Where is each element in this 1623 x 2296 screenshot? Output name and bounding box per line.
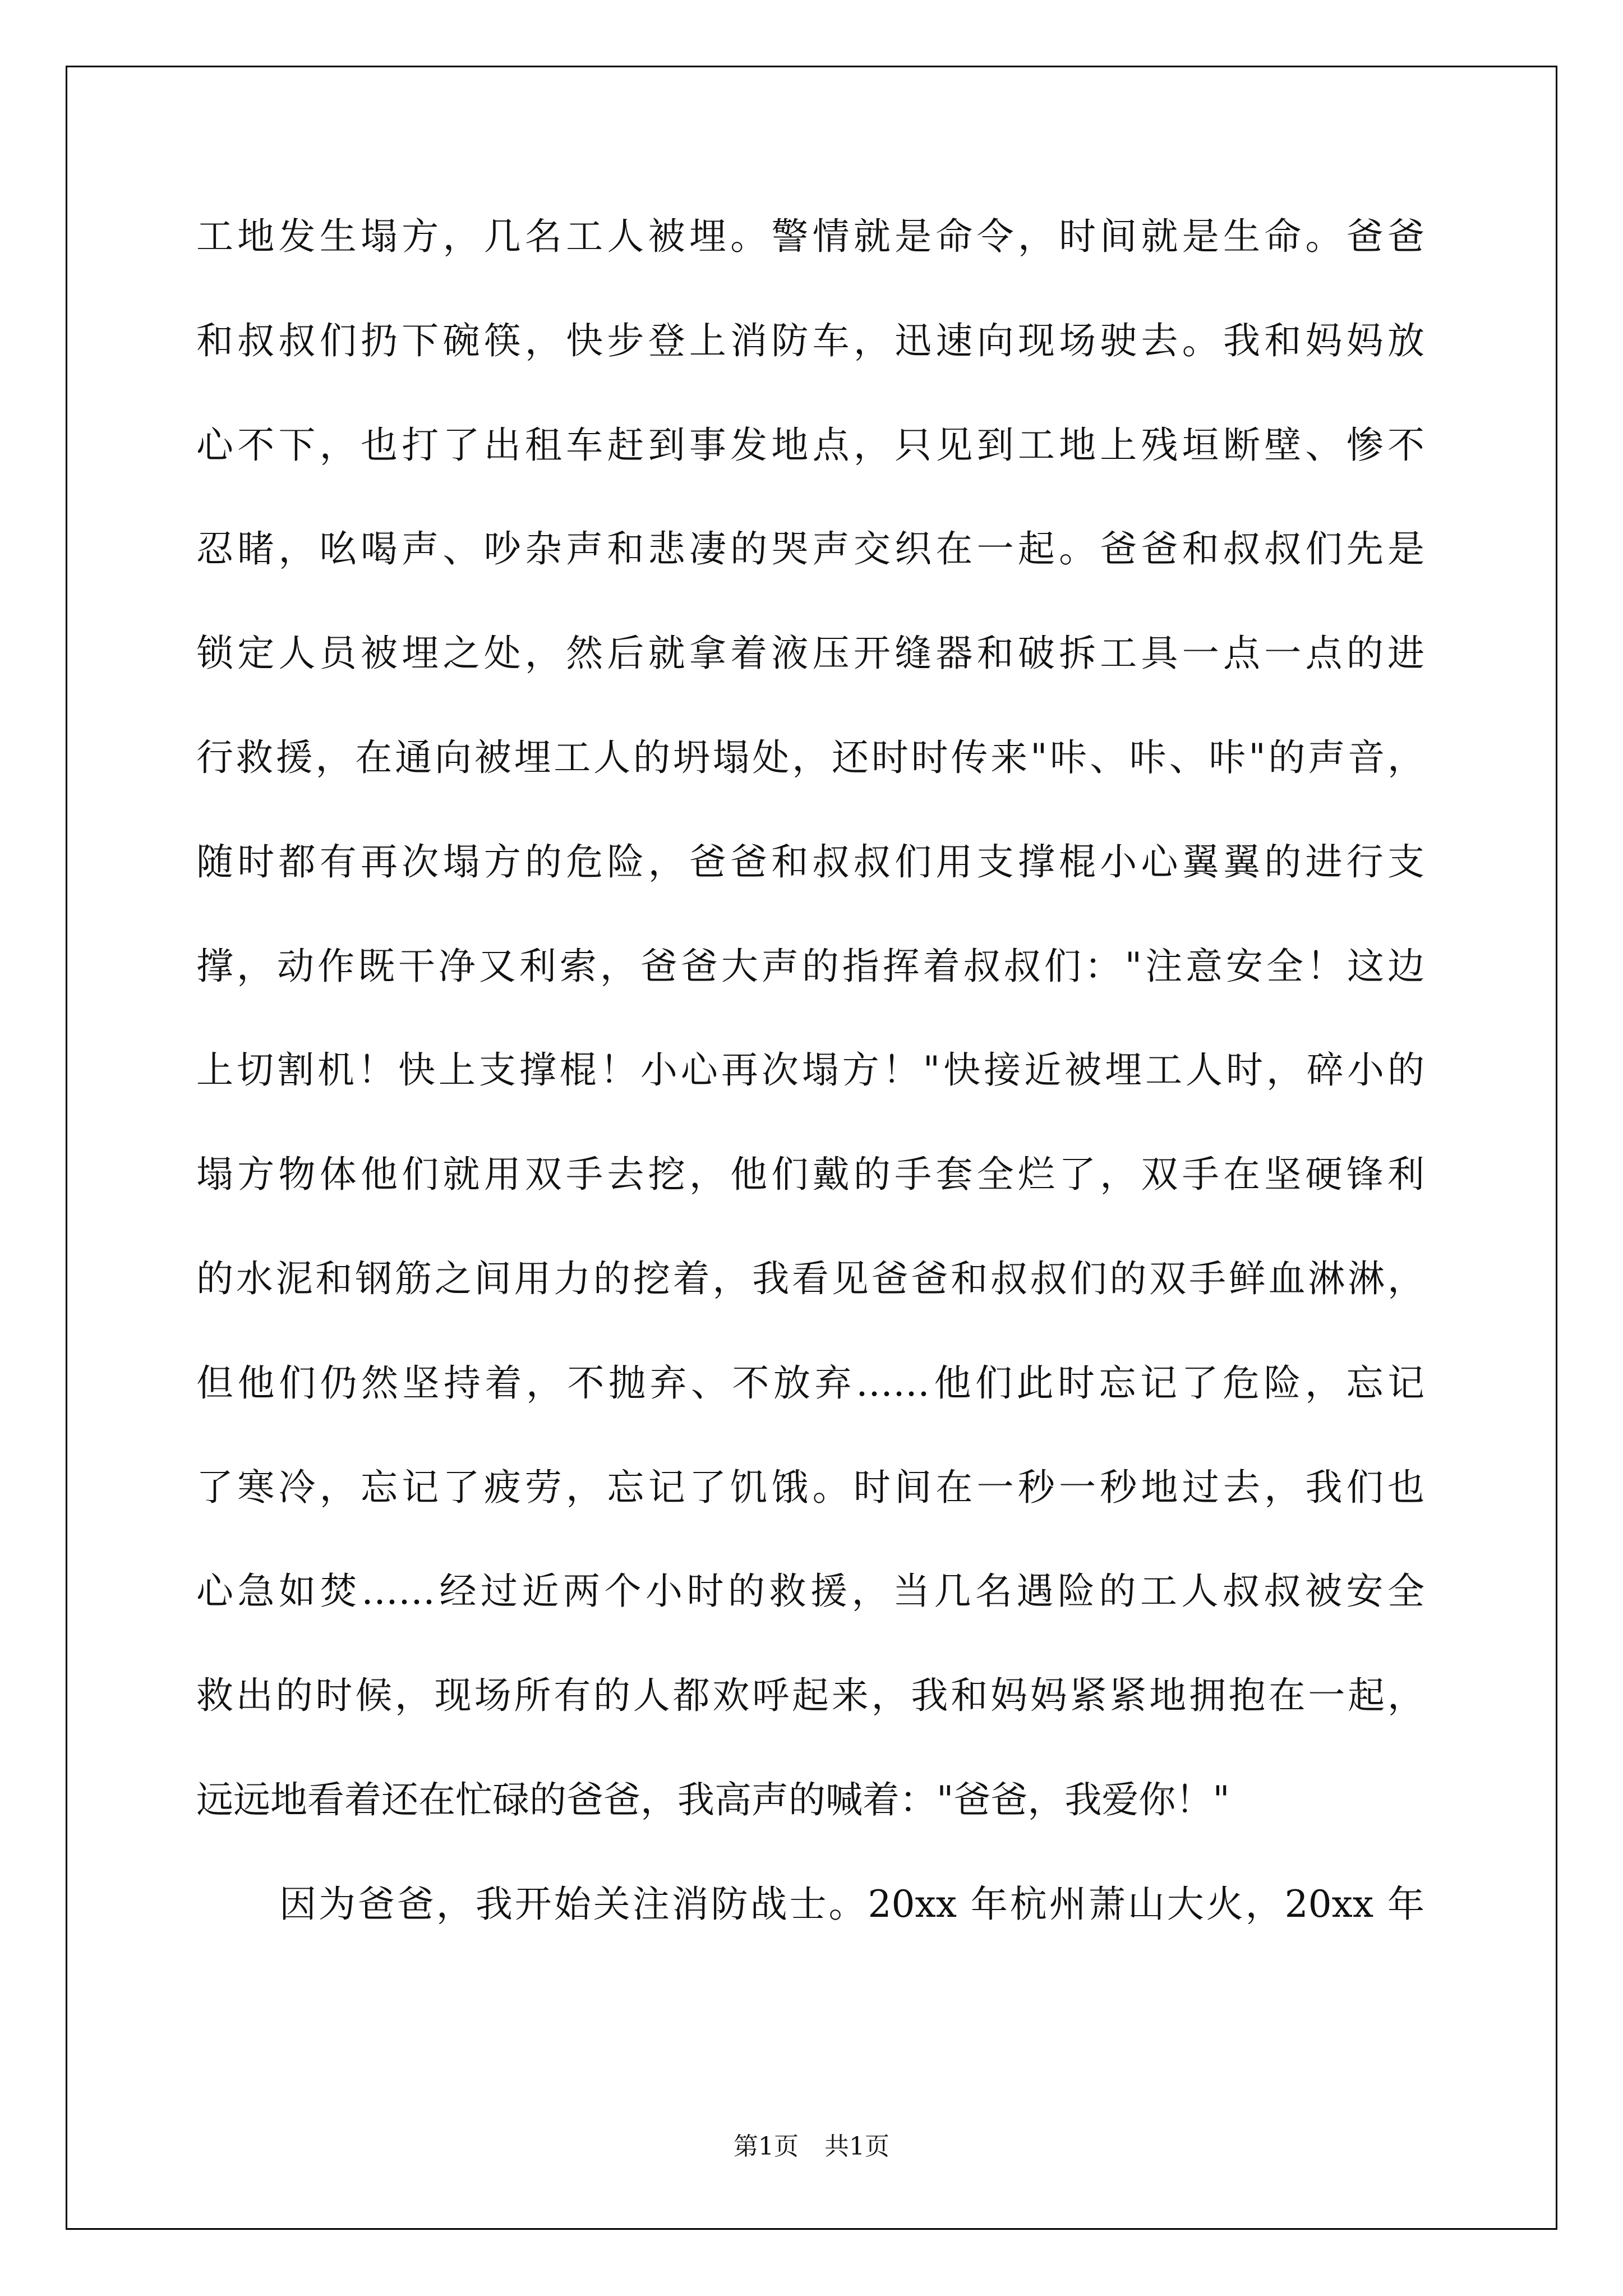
text-line: 但他们仍然坚持着，不抛弃、不放弃……他们此时忘记了危险，忘记: [196, 1361, 1424, 1405]
text-line: 心急如焚……经过近两个小时的救援，当几名遇险的工人叔叔被安全: [196, 1570, 1424, 1613]
text-line: 塌方物体他们就用双手去挖，他们戴的手套全烂了，双手在坚硬锋利: [196, 1153, 1424, 1197]
text-line: 了寒冷，忘记了疲劳，忘记了饥饿。时间在一秒一秒地过去，我们也: [196, 1465, 1424, 1509]
page-number-total: 共1页: [824, 2132, 889, 2161]
text-line: 心不下，也打了出租车赶到事发地点，只见到工地上残垣断壁、惨不: [196, 423, 1424, 467]
text-line: 的水泥和钢筋之间用力的挖着，我看见爸爸和叔叔们的双手鲜血淋淋，: [196, 1257, 1424, 1300]
text-line: 救出的时候，现场所有的人都欢呼起来，我和妈妈紧紧地拥抱在一起，: [196, 1674, 1424, 1718]
text-line: 撑，动作既干净又利索，爸爸大声的指挥着叔叔们："注意安全！这边: [196, 944, 1424, 988]
paragraph-first-line: 因为爸爸，我开始关注消防战士。20xx 年杭州萧山大火，20xx 年: [279, 1882, 1424, 1926]
text-line: 行救援，在通向被埋工人的坍塌处，还时时传来"咔、咔、咔"的声音，: [196, 735, 1424, 779]
page-footer: [0, 2126, 1623, 2162]
text-line: 和叔叔们扔下碗筷，快步登上消防车，迅速向现场驶去。我和妈妈放: [196, 319, 1424, 362]
text-line: 忍睹，吆喝声、吵杂声和悲凄的哭声交织在一起。爸爸和叔叔们先是: [196, 527, 1424, 571]
text-line: 上切割机！快上支撑棍！小心再次塌方！"快接近被埋工人时，碎小的: [196, 1048, 1424, 1092]
text-line: 工地发生塌方，几名工人被埋。警情就是命令，时间就是生命。爸爸: [196, 215, 1424, 258]
document-body: [196, 214, 1424, 1986]
page-number-current: 第1页: [734, 2132, 799, 2161]
paragraph-last-line: 远远地看着还在忙碌的爸爸，我高声的喊着："爸爸，我爱你！": [196, 1778, 1230, 1821]
text-line: 锁定人员被埋之处，然后就拿着液压开缝器和破拆工具一点一点的进: [196, 632, 1424, 675]
text-line: 随时都有再次塌方的危险，爸爸和叔叔们用支撑棍小心翼翼的进行支: [196, 840, 1424, 884]
